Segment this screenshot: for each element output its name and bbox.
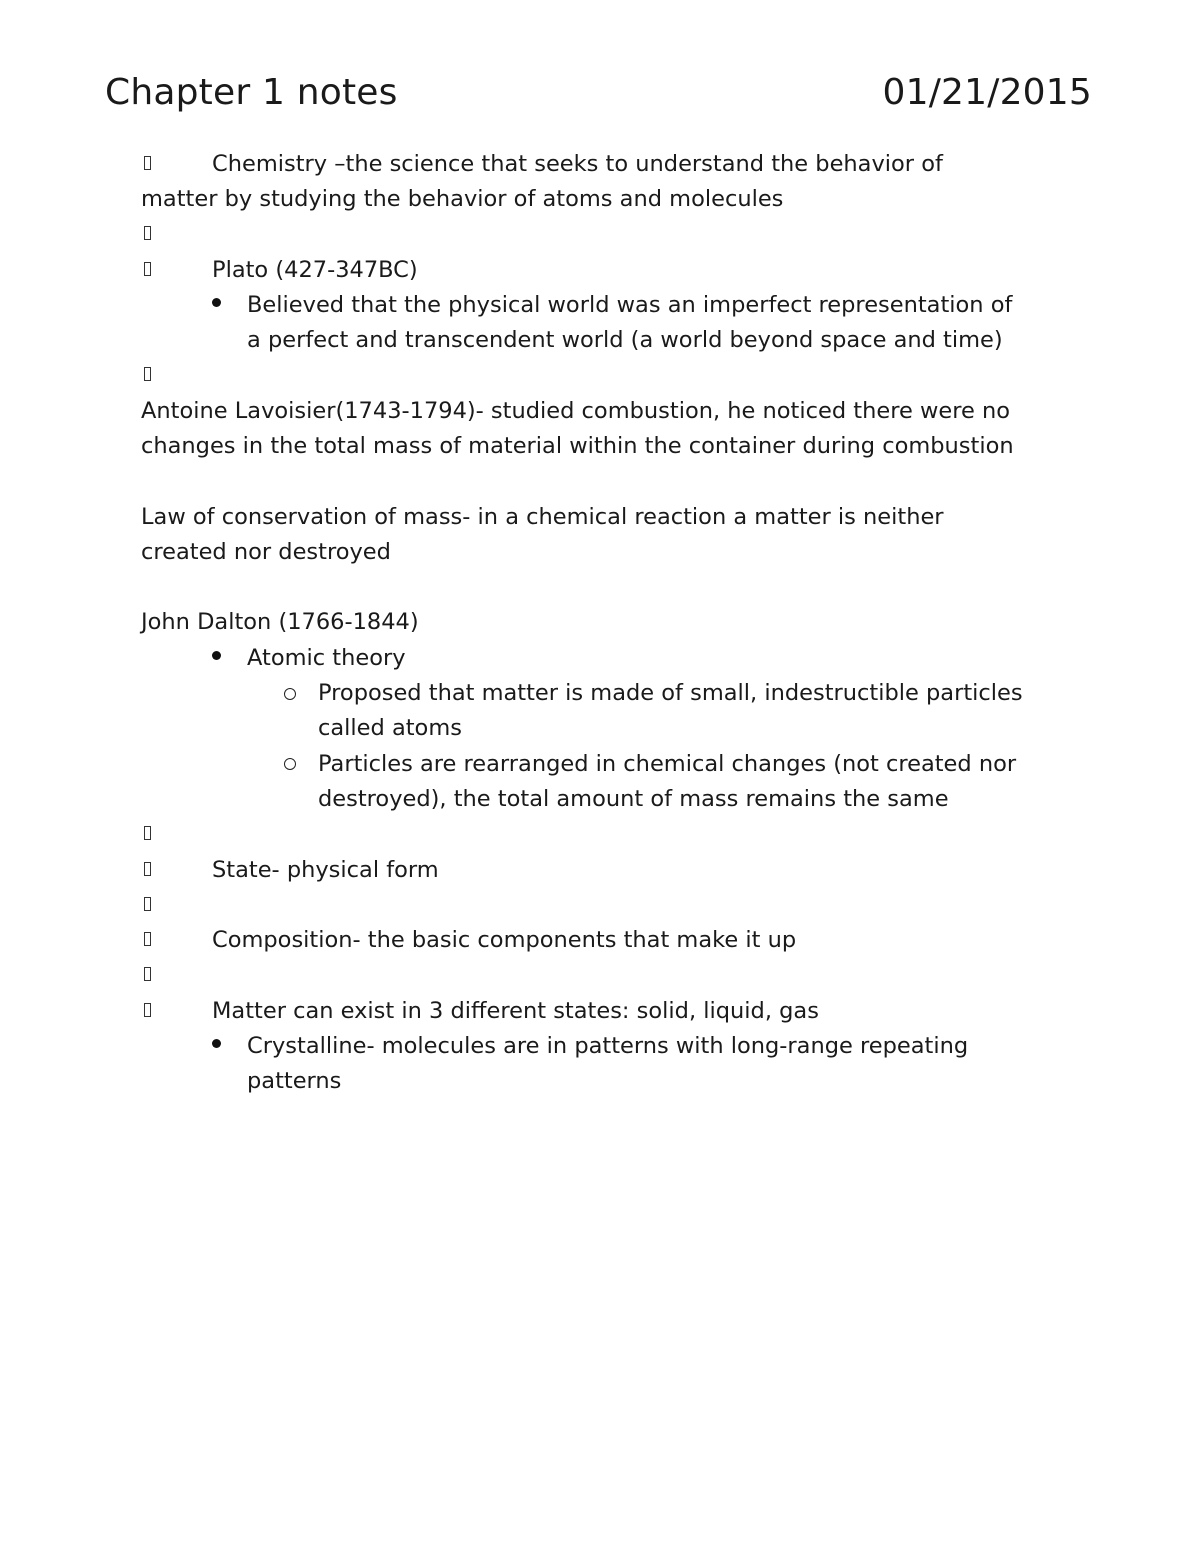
missing-glyph-icon <box>143 853 153 888</box>
missing-glyph-icon <box>143 923 153 958</box>
crystalline-line-1: Crystalline- molecules are in patterns with long-range repeating <box>247 1033 969 1059</box>
lavoisier-line-1: Antoine Lavoisier(1743-1794)- studied combustion, he noticed there were no <box>141 398 1010 424</box>
matter-states-line: Matter can exist in 3 different states: solid, liquid, gas <box>212 998 819 1024</box>
missing-glyph-icon <box>143 958 153 993</box>
missing-glyph-icon <box>143 253 153 288</box>
bullet-icon <box>212 298 221 307</box>
dalton-sub1-line-2: called atoms <box>318 715 462 741</box>
plato-heading: Plato (427-347BC) <box>212 257 418 283</box>
missing-glyph-icon <box>143 217 153 252</box>
state-definition: State- physical form <box>212 857 439 883</box>
missing-glyph-icon <box>143 994 153 1029</box>
plato-bullet-line-1: Believed that the physical world was an imperfect representation of <box>247 292 1013 318</box>
sub-bullet-circle-icon <box>284 688 296 700</box>
lavoisier-line-2: changes in the total mass of material within the container during combustion <box>141 433 1014 459</box>
chemistry-definition-line-2: matter by studying the behavior of atoms and molecules <box>141 186 784 212</box>
missing-glyph-icon <box>143 817 153 852</box>
composition-definition: Composition- the basic components that make it up <box>212 927 797 953</box>
law-conservation-line-1: Law of conservation of mass- in a chemical reaction a matter is neither <box>141 504 944 530</box>
dalton-sub2-line-1: Particles are rearranged in chemical changes (not created nor <box>318 751 1017 777</box>
chemistry-definition-line-1: Chemistry –the science that seeks to understand the behavior of <box>212 151 943 177</box>
missing-glyph-icon <box>143 147 153 182</box>
law-conservation-line-2: created nor destroyed <box>141 539 391 565</box>
dalton-sub2-line-2: destroyed), the total amount of mass remains the same <box>318 786 949 812</box>
crystalline-line-2: patterns <box>247 1068 342 1094</box>
sub-bullet-circle-icon <box>284 758 296 770</box>
page-date: 01/21/2015 <box>882 72 1092 113</box>
dalton-bullet: Atomic theory <box>247 645 406 671</box>
bullet-icon <box>212 651 221 660</box>
missing-glyph-icon <box>143 358 153 393</box>
page-title: Chapter 1 notes <box>105 72 398 113</box>
dalton-heading: John Dalton (1766-1844) <box>141 609 419 635</box>
dalton-sub1-line-1: Proposed that matter is made of small, indestructible particles <box>318 680 1023 706</box>
bullet-icon <box>212 1039 221 1048</box>
plato-bullet-line-2: a perfect and transcendent world (a world beyond space and time) <box>247 327 1003 353</box>
missing-glyph-icon <box>143 888 153 923</box>
